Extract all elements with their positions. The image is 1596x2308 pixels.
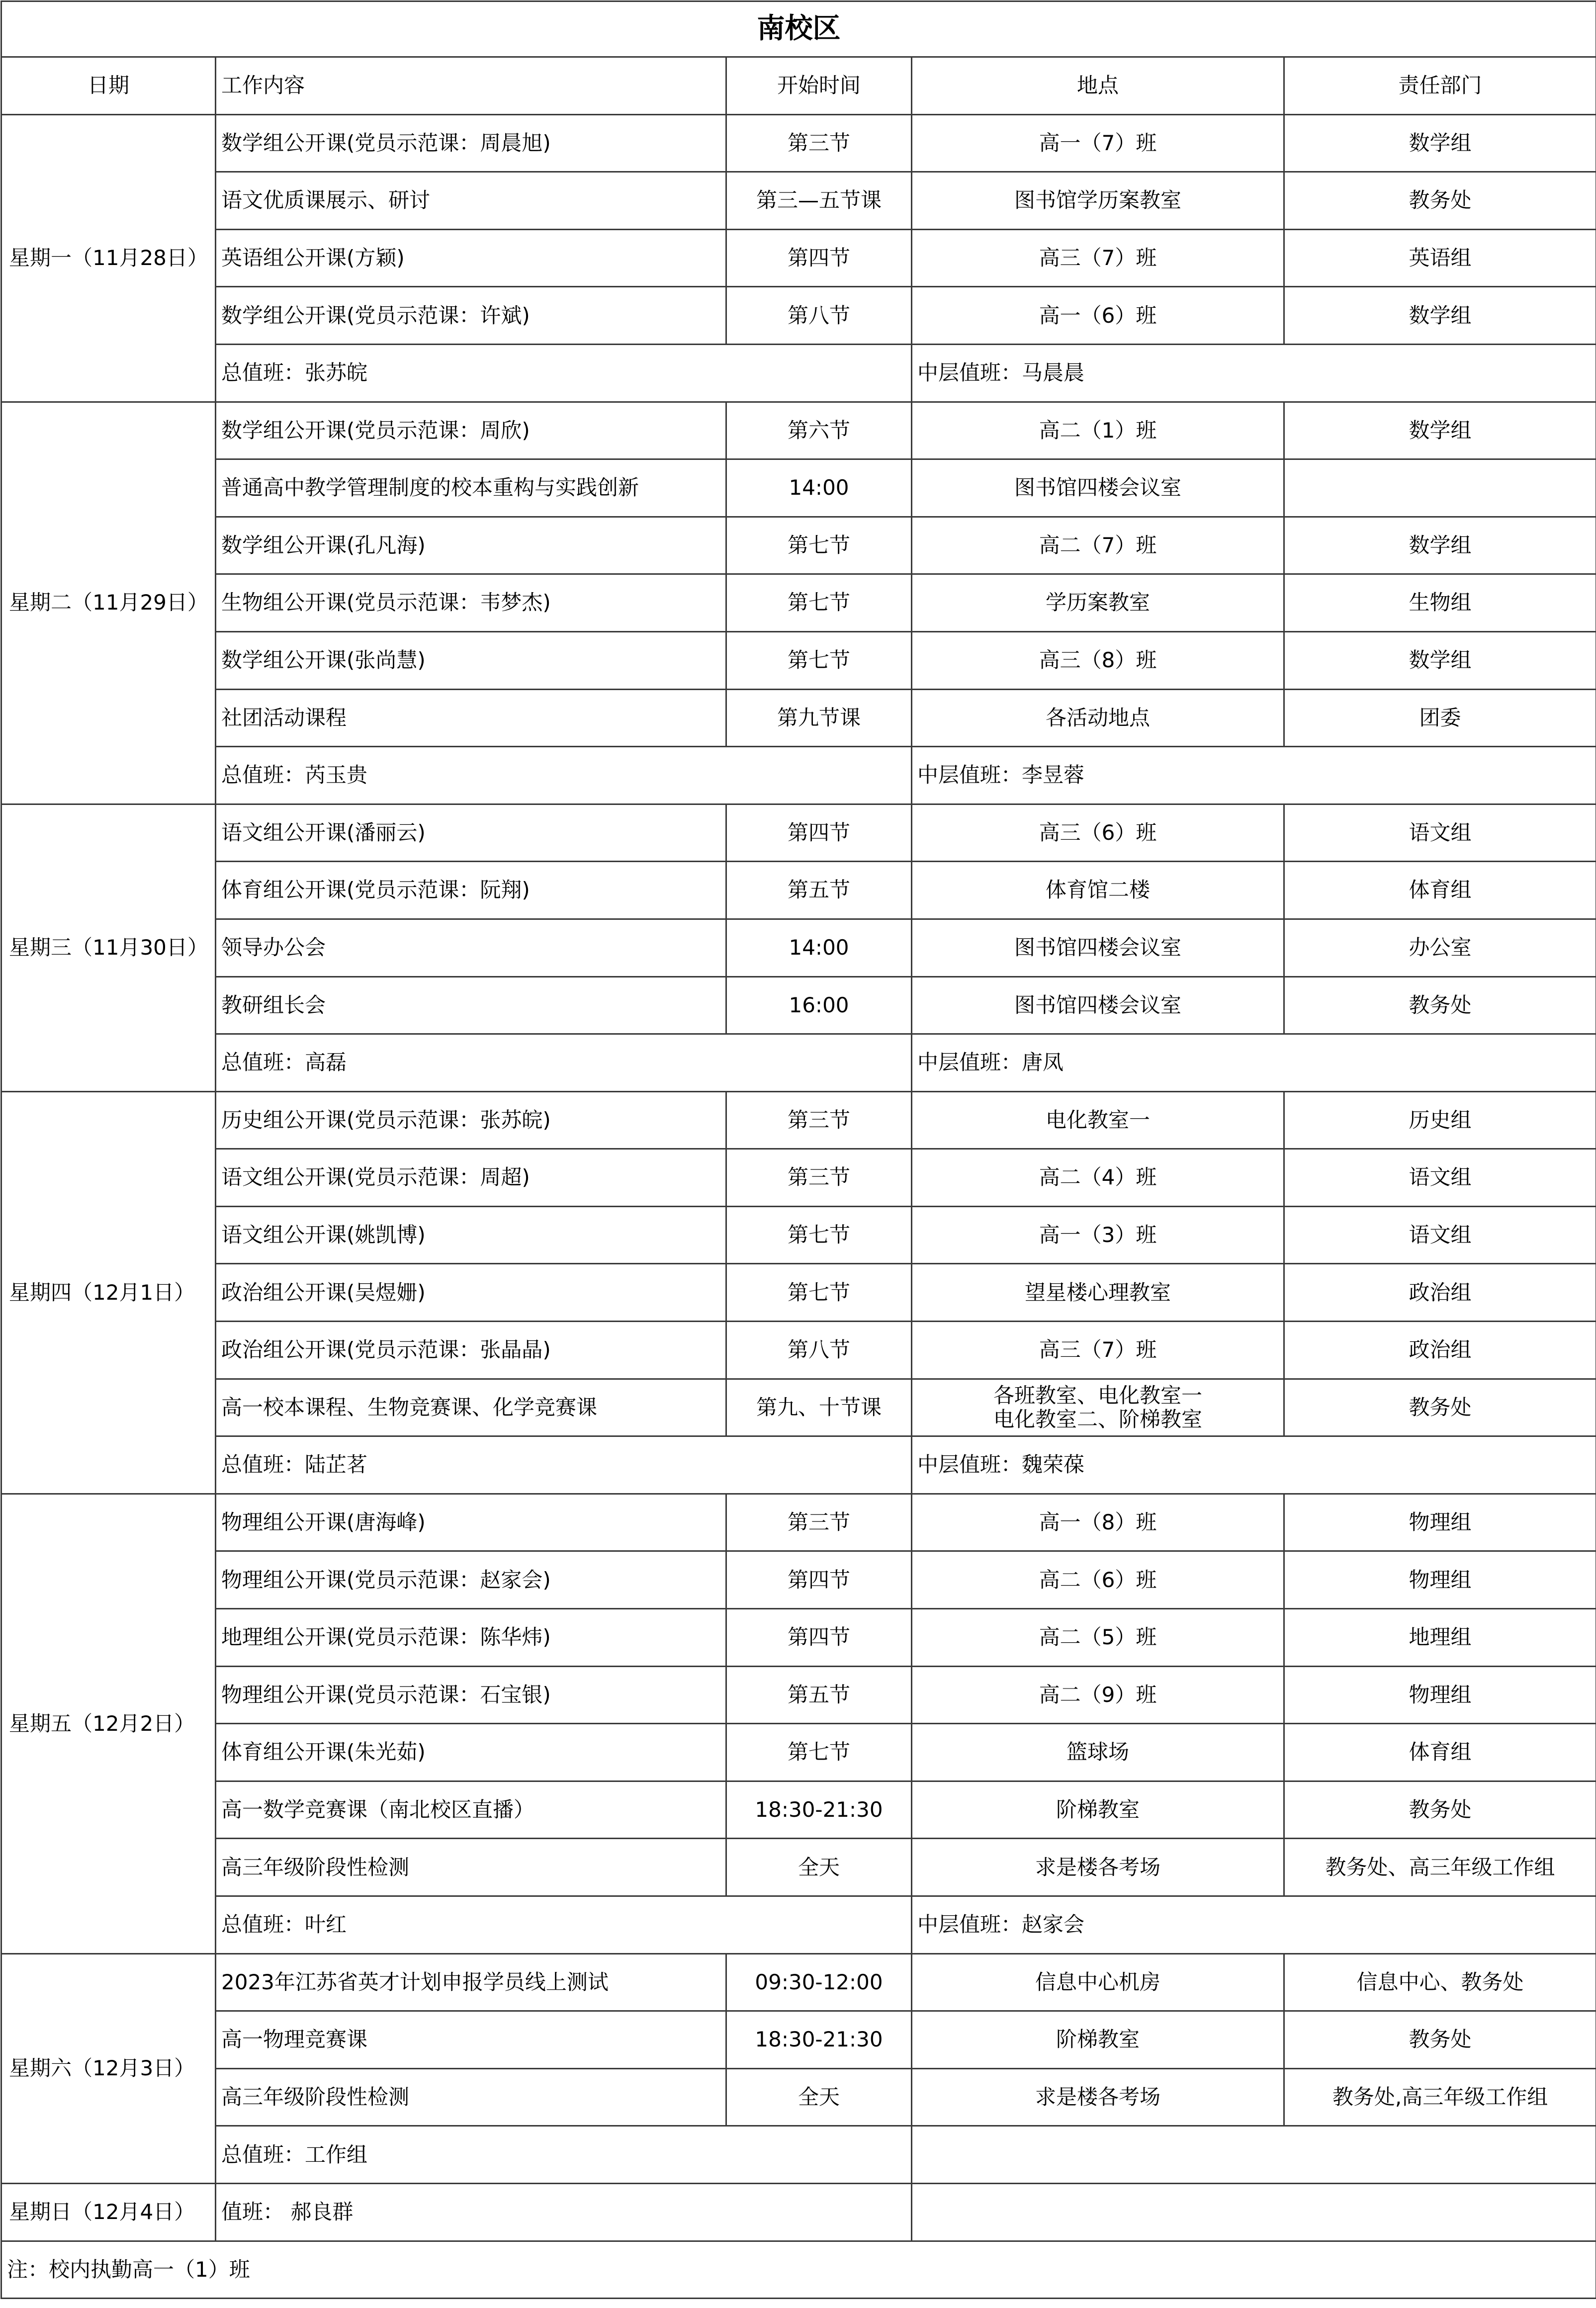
location bbox=[912, 1379, 1284, 1436]
header-row bbox=[1, 57, 1596, 115]
start-time: 第六节 bbox=[726, 402, 912, 459]
location: 图书馆学历案教室 bbox=[912, 172, 1284, 230]
department: 语文组 bbox=[1284, 1206, 1596, 1264]
location: 高三（6）班 bbox=[912, 804, 1284, 862]
table-row bbox=[1, 574, 1596, 632]
department: 教务处 bbox=[1284, 1379, 1596, 1436]
location: 高二（7）班 bbox=[912, 517, 1284, 574]
start-time: 16:00 bbox=[726, 976, 912, 1034]
location: 图书馆四楼会议室 bbox=[912, 919, 1284, 976]
duty-middle bbox=[912, 2126, 1596, 2184]
table-row bbox=[1, 976, 1596, 1034]
sunday-duty: 值班： 郝良群 bbox=[216, 2183, 912, 2241]
department: 教务处 bbox=[1284, 2011, 1596, 2069]
duty-total: 总值班：张苏皖 bbox=[216, 344, 912, 402]
start-time: 第八节 bbox=[726, 287, 912, 345]
start-time: 第七节 bbox=[726, 631, 912, 689]
work-content: 体育组公开课(朱光茹) bbox=[216, 1724, 726, 1781]
table-row bbox=[1, 1839, 1596, 1896]
duty-row bbox=[1, 2126, 1596, 2184]
department: 办公室 bbox=[1284, 919, 1596, 976]
department: 数学组 bbox=[1284, 402, 1596, 459]
work-content: 数学组公开课(党员示范课：周欣) bbox=[216, 402, 726, 459]
duty-middle: 中层值班：魏荣葆 bbox=[912, 1436, 1596, 1494]
location: 体育馆二楼 bbox=[912, 862, 1284, 919]
department: 教务处 bbox=[1284, 172, 1596, 230]
duty-middle: 中层值班：唐凤 bbox=[912, 1034, 1596, 1092]
work-content: 2023年江苏省英才计划申报学员线上测试 bbox=[216, 1953, 726, 2011]
location: 学历案教室 bbox=[912, 574, 1284, 632]
start-time: 第四节 bbox=[726, 804, 912, 862]
table-row bbox=[1, 1666, 1596, 1724]
header-location: 地点 bbox=[912, 57, 1284, 115]
location: 图书馆四楼会议室 bbox=[912, 976, 1284, 1034]
start-time: 第三节 bbox=[726, 1149, 912, 1207]
location-line-2: 电化教室二、阶梯教室 bbox=[917, 1408, 1278, 1431]
duty-middle: 中层值班：马晨晨 bbox=[912, 344, 1596, 402]
department: 教务处 bbox=[1284, 976, 1596, 1034]
department: 体育组 bbox=[1284, 1724, 1596, 1781]
department: 教务处,高三年级工作组 bbox=[1284, 2068, 1596, 2126]
start-time: 第四节 bbox=[726, 1609, 912, 1667]
location: 高二（1）班 bbox=[912, 402, 1284, 459]
duty-row bbox=[1, 1896, 1596, 1954]
table-row bbox=[1, 1322, 1596, 1379]
start-time: 第五节 bbox=[726, 862, 912, 919]
location: 高一（8）班 bbox=[912, 1494, 1284, 1551]
start-time: 第四节 bbox=[726, 229, 912, 287]
work-content: 地理组公开课(党员示范课：陈华炜) bbox=[216, 1609, 726, 1667]
work-content: 语文组公开课(姚凯博) bbox=[216, 1206, 726, 1264]
start-time: 第三节 bbox=[726, 114, 912, 172]
start-time: 第七节 bbox=[726, 1724, 912, 1781]
department: 数学组 bbox=[1284, 631, 1596, 689]
table-row bbox=[1, 2011, 1596, 2069]
start-time: 09:30-12:00 bbox=[726, 1953, 912, 2011]
table-row bbox=[1, 2068, 1596, 2126]
day-cell: 星期四（12月1日） bbox=[1, 1091, 216, 1494]
header-department: 责任部门 bbox=[1284, 57, 1596, 115]
department: 教务处 bbox=[1284, 1781, 1596, 1839]
duty-row bbox=[1, 747, 1596, 804]
location: 高一（6）班 bbox=[912, 287, 1284, 345]
table-row bbox=[1, 1206, 1596, 1264]
table-row bbox=[1, 402, 1596, 459]
location: 高二（5）班 bbox=[912, 1609, 1284, 1667]
work-content: 高一物理竞赛课 bbox=[216, 2011, 726, 2069]
start-time: 第七节 bbox=[726, 1206, 912, 1264]
work-content: 生物组公开课(党员示范课：韦梦杰) bbox=[216, 574, 726, 632]
start-time: 第七节 bbox=[726, 1264, 912, 1322]
duty-middle: 中层值班：赵家会 bbox=[912, 1896, 1596, 1954]
department: 教务处、高三年级工作组 bbox=[1284, 1839, 1596, 1896]
location: 求是楼各考场 bbox=[912, 2068, 1284, 2126]
table-row bbox=[1, 172, 1596, 230]
work-content: 语文组公开课(潘丽云) bbox=[216, 804, 726, 862]
department: 语文组 bbox=[1284, 804, 1596, 862]
start-time: 14:00 bbox=[726, 919, 912, 976]
work-content: 物理组公开课(党员示范课：赵家会) bbox=[216, 1551, 726, 1609]
work-content: 领导办公会 bbox=[216, 919, 726, 976]
work-content: 数学组公开课(党员示范课：周晨旭) bbox=[216, 114, 726, 172]
work-content: 物理组公开课(党员示范课：石宝银) bbox=[216, 1666, 726, 1724]
location: 信息中心机房 bbox=[912, 1953, 1284, 2011]
duty-total: 总值班：高磊 bbox=[216, 1034, 912, 1092]
work-content: 历史组公开课(党员示范课：张苏皖) bbox=[216, 1091, 726, 1149]
department: 团委 bbox=[1284, 689, 1596, 747]
department: 地理组 bbox=[1284, 1609, 1596, 1667]
department: 体育组 bbox=[1284, 862, 1596, 919]
table-row bbox=[1, 1149, 1596, 1207]
header-content: 工作内容 bbox=[216, 57, 726, 115]
sunday-empty bbox=[912, 2183, 1596, 2241]
location: 电化教室一 bbox=[912, 1091, 1284, 1149]
table-row bbox=[1, 919, 1596, 976]
location: 篮球场 bbox=[912, 1724, 1284, 1781]
start-time: 全天 bbox=[726, 1839, 912, 1896]
location: 阶梯教室 bbox=[912, 1781, 1284, 1839]
work-content: 英语组公开课(方颖) bbox=[216, 229, 726, 287]
location: 阶梯教室 bbox=[912, 2011, 1284, 2069]
location: 高二（4）班 bbox=[912, 1149, 1284, 1207]
location: 高一（3）班 bbox=[912, 1206, 1284, 1264]
department: 历史组 bbox=[1284, 1091, 1596, 1149]
table-row bbox=[1, 689, 1596, 747]
duty-row bbox=[1, 344, 1596, 402]
work-content: 数学组公开课(党员示范课：许斌) bbox=[216, 287, 726, 345]
work-content: 体育组公开课(党员示范课：阮翔) bbox=[216, 862, 726, 919]
table-row bbox=[1, 517, 1596, 574]
location: 高三（7）班 bbox=[912, 229, 1284, 287]
department: 物理组 bbox=[1284, 1494, 1596, 1551]
table-row bbox=[1, 804, 1596, 862]
department: 数学组 bbox=[1284, 114, 1596, 172]
work-content: 物理组公开课(唐海峰) bbox=[216, 1494, 726, 1551]
department: 英语组 bbox=[1284, 229, 1596, 287]
work-content: 政治组公开课(吴煜姗) bbox=[216, 1264, 726, 1322]
start-time: 第四节 bbox=[726, 1551, 912, 1609]
start-time: 18:30-21:30 bbox=[726, 1781, 912, 1839]
day-cell: 星期一（11月28日） bbox=[1, 114, 216, 402]
work-content: 数学组公开课(孔凡海) bbox=[216, 517, 726, 574]
work-content: 语文优质课展示、研讨 bbox=[216, 172, 726, 230]
location: 求是楼各考场 bbox=[912, 1839, 1284, 1896]
table-row bbox=[1, 114, 1596, 172]
table-row bbox=[1, 1724, 1596, 1781]
header-date: 日期 bbox=[1, 57, 216, 115]
location: 各活动地点 bbox=[912, 689, 1284, 747]
location: 高三（7）班 bbox=[912, 1322, 1284, 1379]
work-content: 高三年级阶段性检测 bbox=[216, 1839, 726, 1896]
department: 政治组 bbox=[1284, 1322, 1596, 1379]
start-time: 第三节 bbox=[726, 1091, 912, 1149]
start-time: 第八节 bbox=[726, 1322, 912, 1379]
location: 望星楼心理教室 bbox=[912, 1264, 1284, 1322]
page-title: 南校区 bbox=[1, 1, 1596, 57]
department bbox=[1284, 459, 1596, 517]
start-time: 第九节课 bbox=[726, 689, 912, 747]
note: 注：校内执勤高一（1）班 bbox=[1, 2241, 1596, 2299]
table-row bbox=[1, 459, 1596, 517]
day-cell: 星期三（11月30日） bbox=[1, 804, 216, 1091]
work-content: 高一数学竞赛课（南北校区直播） bbox=[216, 1781, 726, 1839]
department: 物理组 bbox=[1284, 1551, 1596, 1609]
department: 数学组 bbox=[1284, 287, 1596, 345]
work-content: 政治组公开课(党员示范课：张晶晶) bbox=[216, 1322, 726, 1379]
day-cell: 星期五（12月2日） bbox=[1, 1494, 216, 1953]
location: 高一（7）班 bbox=[912, 114, 1284, 172]
note-row bbox=[1, 2241, 1596, 2299]
department: 信息中心、教务处 bbox=[1284, 1953, 1596, 2011]
day-cell: 星期日（12月4日） bbox=[1, 2183, 216, 2241]
start-time: 18:30-21:30 bbox=[726, 2011, 912, 2069]
start-time: 第九、十节课 bbox=[726, 1379, 912, 1436]
table-row bbox=[1, 1091, 1596, 1149]
location: 高三（8）班 bbox=[912, 631, 1284, 689]
department: 政治组 bbox=[1284, 1264, 1596, 1322]
day-cell: 星期二（11月29日） bbox=[1, 402, 216, 804]
work-content: 社团活动课程 bbox=[216, 689, 726, 747]
table-row bbox=[1, 1953, 1596, 2011]
duty-middle: 中层值班：李昱蓉 bbox=[912, 747, 1596, 804]
header-start-time: 开始时间 bbox=[726, 57, 912, 115]
table-row bbox=[1, 1264, 1596, 1322]
day-cell: 星期六（12月3日） bbox=[1, 1953, 216, 2183]
table-row bbox=[1, 631, 1596, 689]
duty-row bbox=[1, 1436, 1596, 1494]
work-content: 教研组长会 bbox=[216, 976, 726, 1034]
department: 语文组 bbox=[1284, 1149, 1596, 1207]
table-row bbox=[1, 1494, 1596, 1551]
table-row bbox=[1, 1379, 1596, 1436]
duty-row bbox=[1, 1034, 1596, 1092]
start-time: 第七节 bbox=[726, 517, 912, 574]
start-time: 第三—五节课 bbox=[726, 172, 912, 230]
table-row bbox=[1, 1551, 1596, 1609]
work-content: 高一校本课程、生物竞赛课、化学竞赛课 bbox=[216, 1379, 726, 1436]
table-row bbox=[1, 1609, 1596, 1667]
location: 高二（9）班 bbox=[912, 1666, 1284, 1724]
duty-total: 总值班：陆芷茗 bbox=[216, 1436, 912, 1494]
duty-total: 总值班：叶红 bbox=[216, 1896, 912, 1954]
table-row bbox=[1, 287, 1596, 345]
start-time: 全天 bbox=[726, 2068, 912, 2126]
department: 生物组 bbox=[1284, 574, 1596, 632]
start-time: 第三节 bbox=[726, 1494, 912, 1551]
work-content: 数学组公开课(张尚慧) bbox=[216, 631, 726, 689]
sunday-row bbox=[1, 2183, 1596, 2241]
duty-total: 总值班：芮玉贵 bbox=[216, 747, 912, 804]
location-line-1: 各班教室、电化教室一 bbox=[917, 1384, 1278, 1408]
work-content: 高三年级阶段性检测 bbox=[216, 2068, 726, 2126]
location: 高二（6）班 bbox=[912, 1551, 1284, 1609]
work-content: 语文组公开课(党员示范课：周超) bbox=[216, 1149, 726, 1207]
table-row bbox=[1, 229, 1596, 287]
table-row bbox=[1, 862, 1596, 919]
location: 图书馆四楼会议室 bbox=[912, 459, 1284, 517]
start-time: 第五节 bbox=[726, 1666, 912, 1724]
duty-total: 总值班：工作组 bbox=[216, 2126, 912, 2184]
start-time: 第七节 bbox=[726, 574, 912, 632]
department: 物理组 bbox=[1284, 1666, 1596, 1724]
start-time: 14:00 bbox=[726, 459, 912, 517]
department: 数学组 bbox=[1284, 517, 1596, 574]
table-row bbox=[1, 1781, 1596, 1839]
work-content: 普通高中教学管理制度的校本重构与实践创新 bbox=[216, 459, 726, 517]
